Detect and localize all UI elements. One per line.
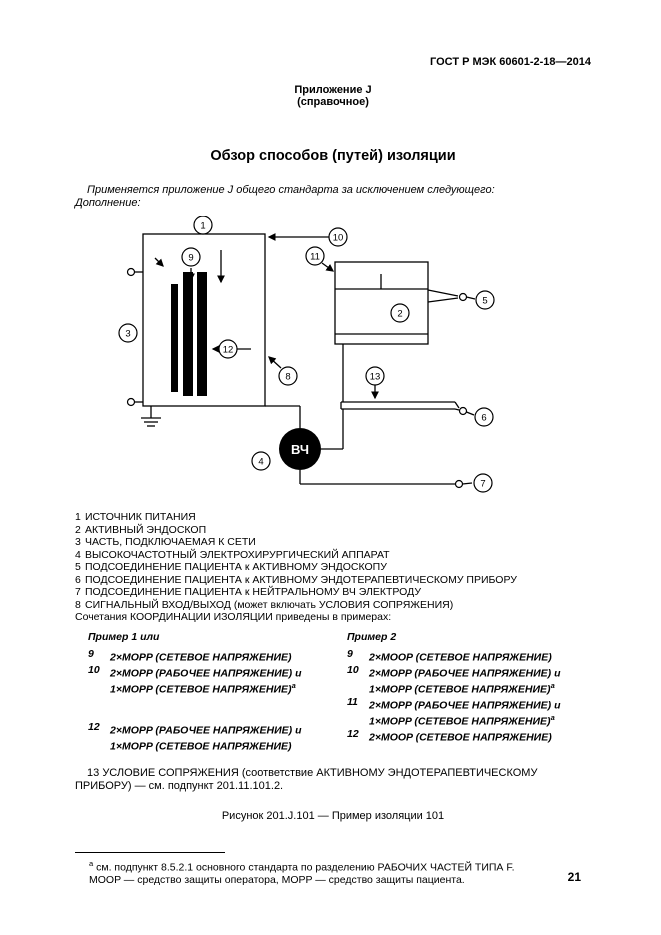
example-1-title: Пример 1 или <box>88 630 160 643</box>
endoscope-box <box>335 262 475 344</box>
example-1-column <box>75 631 343 754</box>
page-title: Обзор способов (путей) изоляции <box>210 148 456 164</box>
legend-list <box>75 511 591 624</box>
page-number: 21 <box>567 870 581 884</box>
hf-apparatus <box>265 406 343 470</box>
intro-paragraph <box>75 184 591 210</box>
neutral-electrode-line <box>300 470 472 488</box>
example-row: 9 2×MOOP (СЕТЕВОЕ НАПРЯЖЕНИЕ) <box>347 648 552 664</box>
example-row: 10 2×MOPP (РАБОЧЕЕ НАПРЯЖЕНИЕ) и <box>88 664 302 680</box>
isolation-diagram-svg <box>103 216 503 501</box>
signal-io-arrow <box>269 357 281 368</box>
svg-text:6: 6 <box>481 412 487 424</box>
svg-text:9: 9 <box>188 252 194 264</box>
legend-item: 2 АКТИВНЫЙ ЭНДОСКОП <box>75 523 207 536</box>
callout-4 <box>252 452 270 470</box>
example-row: 1×MOPP (СЕТЕВОЕ НАПРЯЖЕНИЕ)$^a$ <box>369 713 555 728</box>
annex-heading <box>75 84 591 108</box>
callout-6 <box>475 408 493 426</box>
annex-subtitle: (справочное) <box>297 96 369 108</box>
legend-combinations-line: Сочетания КООРДИНАЦИИ ИЗОЛЯЦИИ приведены в примерах: <box>75 611 392 623</box>
note-13-paragraph: 13 УСЛОВИЕ СОПРЯЖЕНИЯ (соответствие АКТИВНОМУ ЭНДОТЕРАПЕВТИЧЕСКОМУ ПРИБОРУ) — см. подпункт 201.11.101.2. <box>75 767 538 792</box>
example-row: 10 2×MOPP (РАБОЧЕЕ НАПРЯЖЕНИЕ) и <box>347 664 561 680</box>
callout-13 <box>366 367 384 385</box>
intro-line-2: Дополнение: <box>75 197 141 209</box>
footnote-line-2: MOOP — средство защиты оператора, MOPP — средство защиты пациента. <box>89 874 465 886</box>
intro-line-1: Применяется приложение J общего стандарта за исключением следующего: <box>87 184 495 196</box>
callout-9 <box>182 248 200 266</box>
callout-10 <box>329 228 347 246</box>
callout-1 <box>194 216 212 234</box>
legend-item: 1 ИСТОЧНИК ПИТАНИЯ <box>75 511 196 523</box>
ground-icon <box>141 406 161 426</box>
example-row: 9 2×MOPP (СЕТЕВОЕ НАПРЯЖЕНИЕ) <box>88 648 292 664</box>
legend-item: 8 СИГНАЛЬНЫЙ ВХОД/ВЫХОД (может включать УСЛОВИЯ СОПРЯЖЕНИЯ) <box>75 598 454 611</box>
callout-8 <box>279 367 297 385</box>
svg-text:10: 10 <box>332 232 344 244</box>
figure-caption: Рисунок 201.J.101 — Пример изоляции 101 <box>221 810 445 822</box>
example-2-column <box>343 631 591 754</box>
legend-item: 3 ЧАСТЬ, ПОДКЛЮЧАЕМАЯ К СЕТИ <box>75 536 256 548</box>
svg-text:5: 5 <box>482 295 488 307</box>
footnote-block <box>75 852 591 887</box>
svg-text:2: 2 <box>397 308 403 320</box>
svg-text:7: 7 <box>480 478 486 490</box>
example-row: 1×MOPP (СЕТЕВОЕ НАПРЯЖЕНИЕ)$^a$ <box>369 681 555 696</box>
legend-item: 4 ВЫСОКОЧАСТОТНЫЙ ЭЛЕКТРОХИРУРГИЧЕСКИЙ АППАРАТ <box>75 548 390 561</box>
annex-title: Приложение J <box>294 84 372 96</box>
hf-label: ВЧ <box>290 442 310 457</box>
callout-2 <box>391 304 409 322</box>
callout-7 <box>474 474 492 492</box>
endotherapy-instrument <box>341 344 474 415</box>
isolation-examples <box>75 631 591 754</box>
svg-text:13: 13 <box>369 371 381 383</box>
callout-11 <box>306 247 324 265</box>
svg-text:8: 8 <box>285 371 291 383</box>
callout-12 <box>219 340 237 358</box>
footnote-rule <box>75 852 225 853</box>
example-row: 12 2×MOPP (РАБОЧЕЕ НАПРЯЖЕНИЕ) и <box>88 721 302 737</box>
legend-item: 7 ПОДСОЕДИНЕНИЕ ПАЦИЕНТА к НЕЙТРАЛЬНОМУ ВЧ ЭЛЕКТРОДУ <box>75 586 421 598</box>
example-row: 11 2×MOPP (РАБОЧЕЕ НАПРЯЖЕНИЕ) и <box>347 696 561 712</box>
isolation-figure <box>75 216 591 501</box>
callout-5 <box>476 291 494 309</box>
example-row: 1×MOPP (СЕТЕВОЕ НАПРЯЖЕНИЕ) <box>110 740 292 753</box>
example-row: 1×MOPP (СЕТЕВОЕ НАПРЯЖЕНИЕ)$^a$ <box>110 681 296 696</box>
svg-text:1: 1 <box>200 220 206 232</box>
svg-text:12: 12 <box>222 344 234 356</box>
isolation-barriers <box>171 272 207 396</box>
footnote-line-1: $^a$ см. подпункт 8.5.2.1 основного стандарта по разделению РАБОЧИХ ЧАСТЕЙ ТИПА F. <box>89 859 515 874</box>
legend-item: 6 ПОДСОЕДИНЕНИЕ ПАЦИЕНТА к АКТИВНОМУ ЭНДОТЕРАПЕВТИЧЕСКОМУ ПРИБОРУ <box>75 573 517 586</box>
standard-number: ГОСТ Р МЭК 60601-2-18—2014 <box>430 56 591 68</box>
example-2-title: Пример 2 <box>347 630 397 643</box>
legend-item: 5 ПОДСОЕДИНЕНИЕ ПАЦИЕНТА к АКТИВНОМУ ЭНДОСКОПУ <box>75 561 387 573</box>
callout-3 <box>119 324 137 342</box>
document-header <box>75 56 591 68</box>
svg-text:4: 4 <box>258 456 264 468</box>
svg-text:11: 11 <box>310 251 320 263</box>
example-row: 12 2×MOOP (СЕТЕВОЕ НАПРЯЖЕНИЕ) <box>347 728 552 744</box>
svg-text:3: 3 <box>125 328 131 340</box>
footnote-marker: a <box>89 859 94 868</box>
